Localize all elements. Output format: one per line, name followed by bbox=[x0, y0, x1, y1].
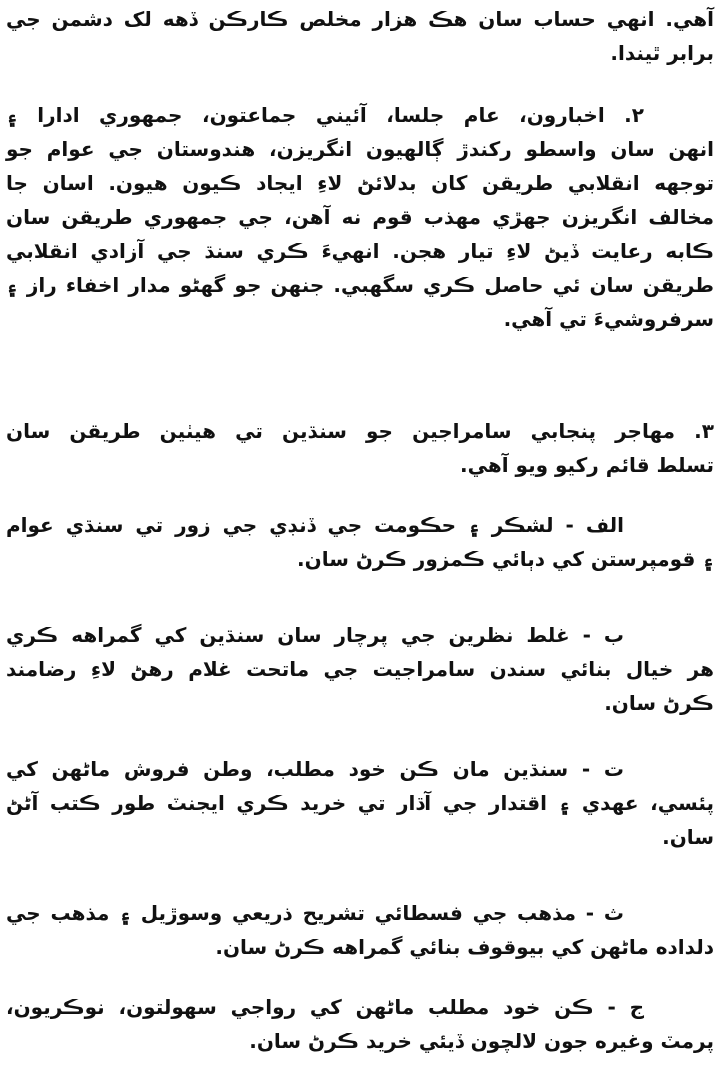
text-line: ڪرڻ سان. bbox=[604, 691, 714, 715]
text-line: ٣. مهاجر پنجابي سامراجين جو سنڌين تي هيٺين طريقن سان bbox=[6, 419, 714, 443]
text-line: توجهه انقلابي طريقن کان بدلائڻ لاءِ ايجاد ڪيون هيون. اسان جا bbox=[6, 171, 714, 195]
text-line: سان. bbox=[662, 825, 714, 849]
paragraph-alif bbox=[6, 508, 714, 576]
paragraph-be bbox=[6, 618, 714, 720]
text-line: ت - سنڌين مان ڪن خود مطلب، وطن فروش ماڻهن کي bbox=[6, 757, 624, 781]
paragraph-jeem bbox=[6, 990, 714, 1058]
text-line: هر خيال بنائي سندن سامراجيت جي ماتحت غلام رهڻ لاءِ رضامند bbox=[6, 657, 714, 681]
text-line: دلداده ماڻهن کي بيوقوف بنائي گمراهه ڪرڻ سان. bbox=[215, 935, 714, 959]
text-line: ۽ قومپرستن کي دٻائي ڪمزور ڪرڻ سان. bbox=[297, 547, 714, 571]
paragraph-se bbox=[6, 896, 714, 964]
text-line: پرمٽ وغيره جون لالچون ڏيئي خريد ڪرڻ سان. bbox=[249, 1029, 714, 1053]
paragraph-3 bbox=[6, 414, 714, 482]
paragraph-te bbox=[6, 752, 714, 854]
text-line: سرفروشيءَ تي آهي. bbox=[503, 307, 714, 331]
text-line: ج - ڪن خود مطلب ماڻهن کي رواجي سهولتون، نوڪريون، bbox=[6, 995, 644, 1019]
text-line: تسلط قائم رکيو ويو آهي. bbox=[460, 453, 714, 477]
text-line: انهن سان واسطو رکندڙ ڳالهيون انگريزن، هندوستان جي عوام جو bbox=[6, 137, 714, 161]
text-line: ث - مذهب جي فسطائي تشريح ذريعي وسوڙيل ۽ مذهب جي bbox=[6, 901, 624, 925]
text-line: ب - غلط نظرين جي پرچار سان سنڌين کي گمراهه ڪري bbox=[6, 623, 624, 647]
text-line: ٢. اخبارون، عام جلسا، آئيني جماعتون، جمهوري ادارا ۽ bbox=[6, 103, 644, 127]
text-line: آهي. انهي حساب سان هڪ هزار مخلص ڪارڪن ڏهه لک دشمن جي bbox=[6, 7, 714, 31]
text-line: پئسي، عهدي ۽ اقتدار جي آڌار تي خريد ڪري ايجنٽ طور ڪتب آڻڻ bbox=[6, 791, 714, 815]
text-line: برابر ٿيندا. bbox=[610, 41, 714, 65]
text-line: الف - لشڪر ۽ حڪومت جي ڏنڊي جي زور تي سنڌي عوام bbox=[6, 513, 624, 537]
paragraph-1 bbox=[6, 2, 714, 70]
text-line: طريقن سان ئي حاصل ڪري سگهبي. جنهن جو گهڻو مدار اخفاء راز ۽ bbox=[6, 273, 714, 297]
text-line: ڪابه رعايت ڏيڻ لاءِ تيار هجن. انهيءَ ڪري سنڌ جي آزادي انقلابي bbox=[6, 239, 714, 263]
paragraph-2 bbox=[6, 98, 714, 336]
text-line: مخالف انگريزن جهڙي مهذب قوم نه آهن، جي جمهوري طريقن سان bbox=[6, 205, 714, 229]
